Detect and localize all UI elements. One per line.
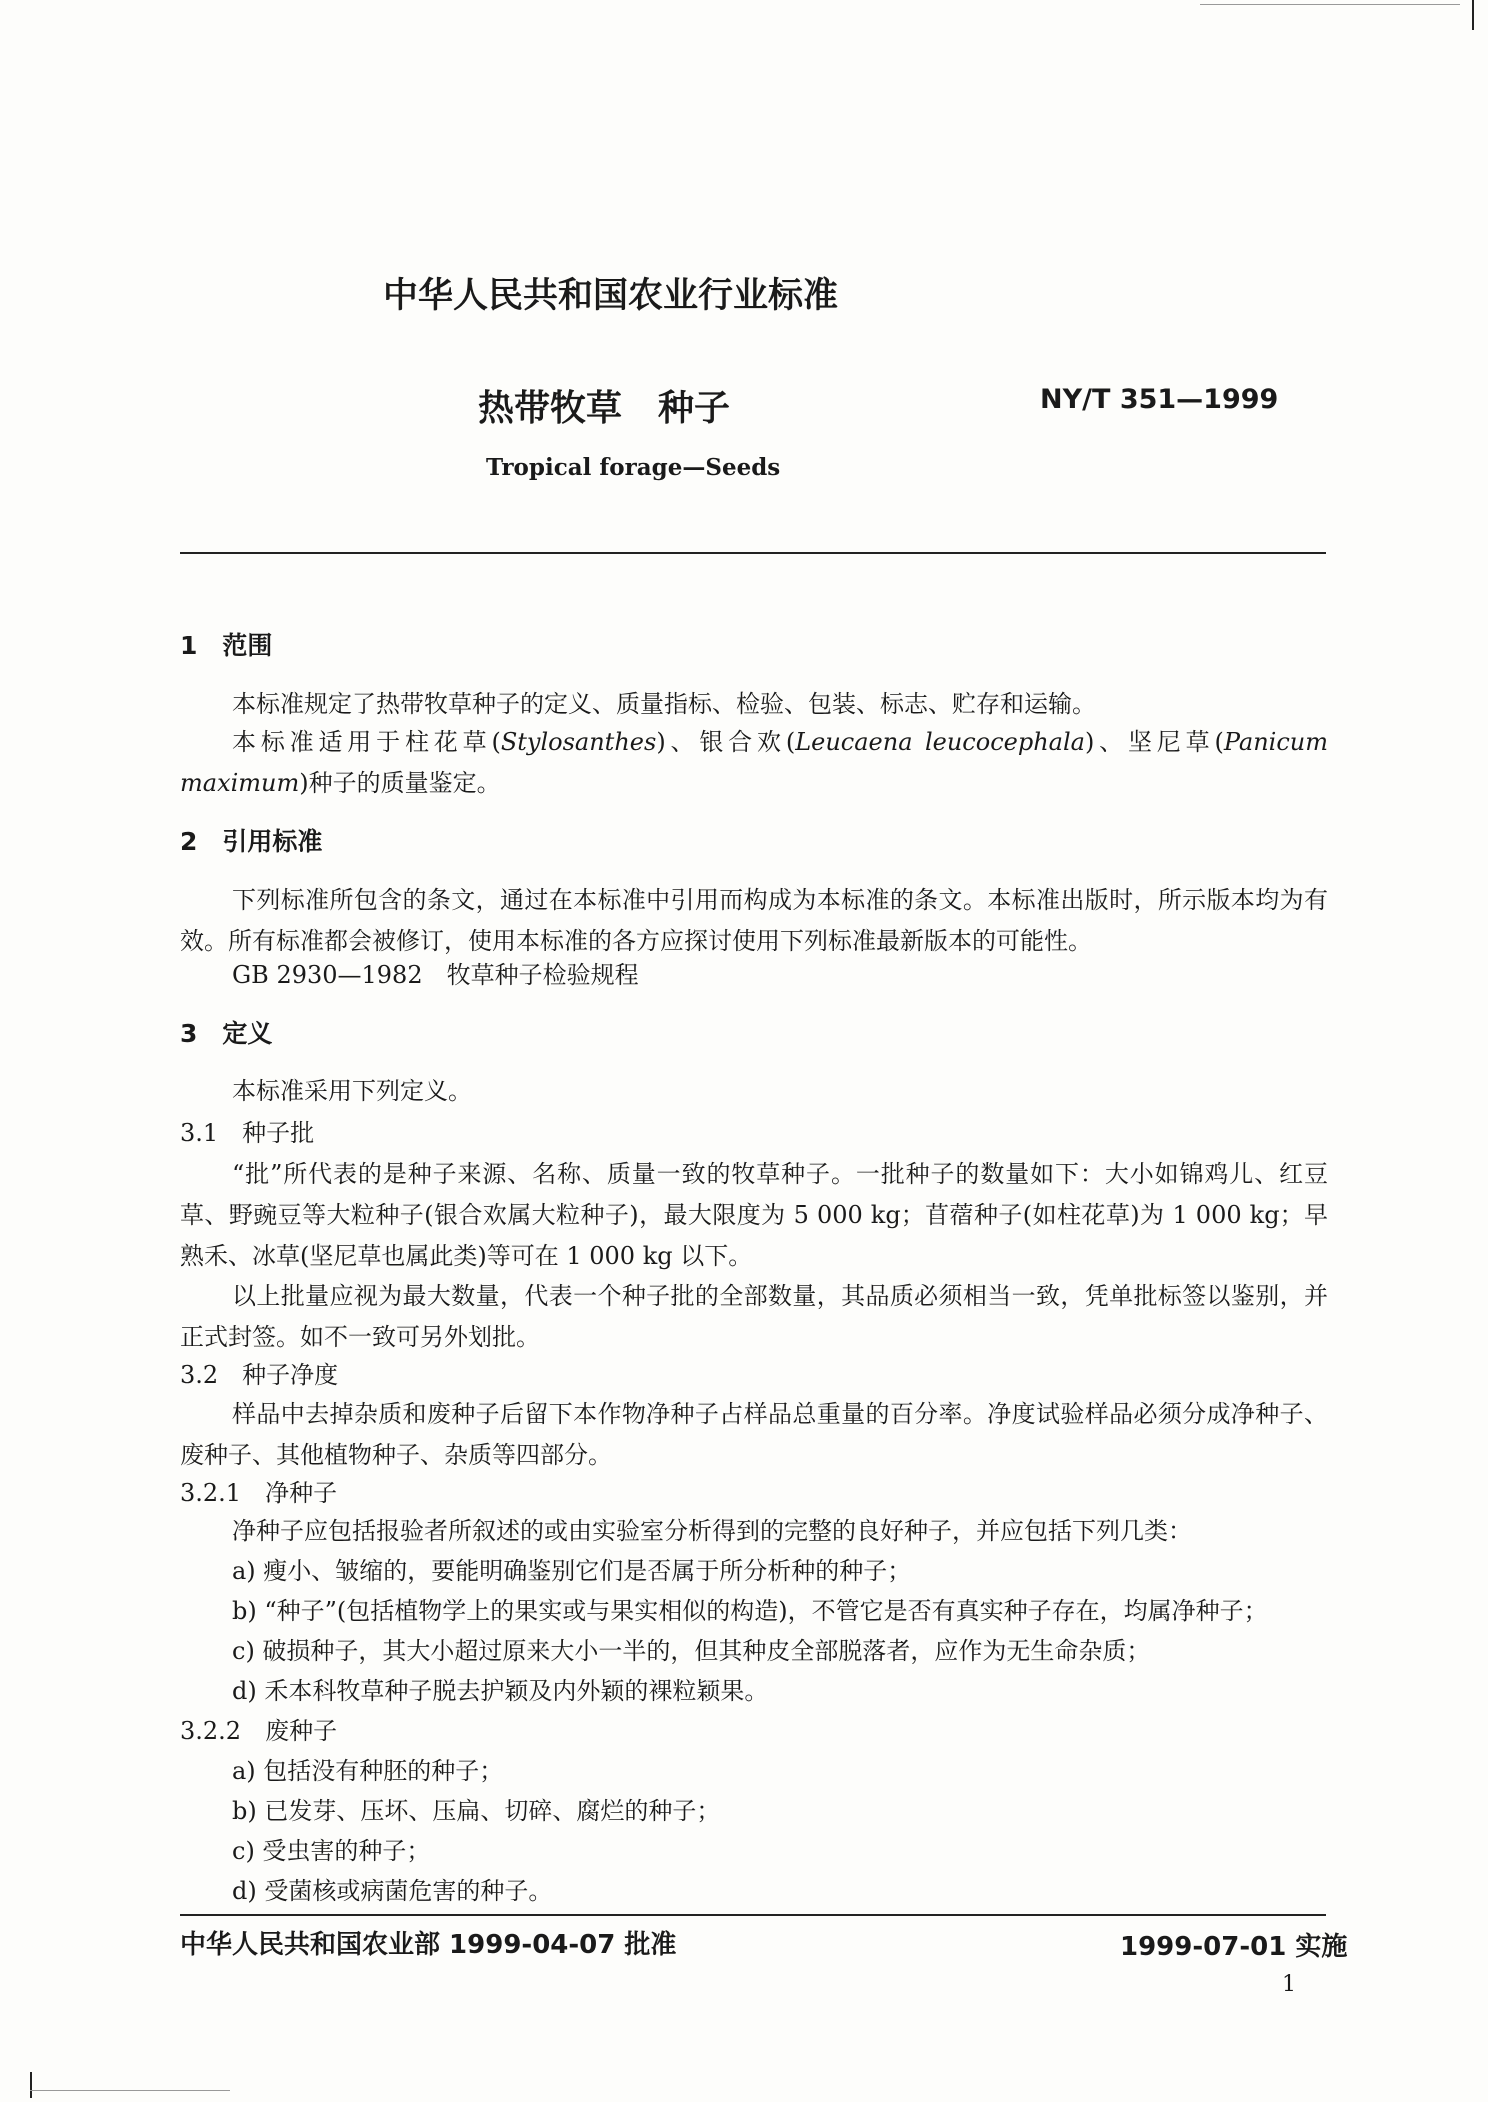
standard-code: NY/T 351—1999 bbox=[1040, 384, 1279, 415]
scan-artifact-line bbox=[1200, 4, 1460, 5]
standard-title-cn: 热带牧草 种子 bbox=[478, 388, 731, 429]
approval-line: 中华人民共和国农业部 1999-04-07 批准 bbox=[180, 1930, 677, 1960]
list-item: d) 受菌核或病菌危害的种子。 bbox=[232, 1877, 553, 1905]
section-2-heading: 2 引用标准 bbox=[180, 827, 323, 856]
scan-artifact-mark bbox=[30, 2072, 32, 2098]
section-1-para-1: 本标准规定了热带牧草种子的定义、质量指标、检验、包装、标志、贮存和运输。 bbox=[232, 690, 1096, 718]
section-3-intro: 本标准采用下列定义。 bbox=[232, 1077, 472, 1105]
section-2-para-1: 下列标准所包含的条文，通过在本标准中引用而构成为本标准的条文。本标准出版时，所示版本均为有效。所有标准都会被修订，使用本标准的各方应探讨使用下列标准最新版本的可能性。 bbox=[180, 886, 1328, 955]
section-3-1-para-1: “批”所代表的是种子来源、名称、质量一致的牧草种子。一批种子的数量如下：大小如锦鸡儿、红豆草、野豌豆等大粒种子(银合欢属大粒种子)，最大限度为 5 000 kg；苜蓿种子(如柱花草)为 1 000 kg；早熟禾、冰草(坚尼草也属此类)等可在 1 000 kg 以下。 bbox=[180, 1160, 1328, 1270]
section-3-2-para-1: 样品中去掉杂质和废种子后留下本作物净种子占样品总重量的百分率。净度试验样品必须分成净种子、废种子、其他植物种子、杂质等四部分。 bbox=[180, 1400, 1328, 1469]
list-item: a) 包括没有种胚的种子； bbox=[232, 1757, 504, 1785]
list-item: c) 破损种子，其大小超过原来大小一半的，但其种皮全部脱落者，应作为无生命杂质； bbox=[232, 1637, 1151, 1665]
section-3-1-para-2: 以上批量应视为最大数量，代表一个种子批的全部数量，其品质必须相当一致，凭单批标签以鉴别，并正式封签。如不一致可另外划批。 bbox=[180, 1282, 1328, 1351]
section-3-2-heading: 3.2 种子净度 bbox=[180, 1361, 339, 1389]
section-3-2-1-heading: 3.2.1 净种子 bbox=[180, 1479, 338, 1507]
list-item: a) 瘦小、皱缩的，要能明确鉴别它们是否属于所分析种的种子； bbox=[232, 1557, 912, 1585]
scan-artifact-mark bbox=[1472, 0, 1474, 30]
footer-rule bbox=[180, 1914, 1326, 1916]
standard-title-en: Tropical forage—Seeds bbox=[486, 454, 781, 481]
page-number: 1 bbox=[1282, 1972, 1296, 1997]
section-3-2-1-intro: 净种子应包括报验者所叙述的或由实验室分析得到的完整的良好种子，并应包括下列几类： bbox=[232, 1517, 1192, 1545]
header-rule bbox=[180, 552, 1326, 554]
issuer-title: 中华人民共和国农业行业标准 bbox=[383, 276, 839, 316]
section-2-reference: GB 2930—1982 牧草种子检验规程 bbox=[232, 961, 639, 989]
section-3-2-2-heading: 3.2.2 废种子 bbox=[180, 1717, 338, 1745]
implementation-date: 1999-07-01 实施 bbox=[1120, 1932, 1348, 1962]
section-3-heading: 3 定义 bbox=[180, 1019, 273, 1048]
list-item: b) “种子”(包括植物学上的果实或与果实相似的构造)，不管它是否有真实种子存在，均属净种子； bbox=[232, 1597, 1268, 1625]
list-item: b) 已发芽、压坏、压扁、切碎、腐烂的种子； bbox=[232, 1797, 721, 1825]
list-item: d) 禾本科牧草种子脱去护颖及内外颖的裸粒颖果。 bbox=[232, 1677, 769, 1705]
section-1-heading: 1 范围 bbox=[180, 631, 273, 660]
section-3-1-heading: 3.1 种子批 bbox=[180, 1119, 315, 1147]
list-item: c) 受虫害的种子； bbox=[232, 1837, 431, 1865]
scan-artifact-line bbox=[30, 2090, 230, 2091]
section-1-para-2: 本标准适用于柱花草(Stylosanthes)、银合欢(Leucaena leucocephala)、坚尼草(Panicum maximum)种子的质量鉴定。 bbox=[180, 728, 1328, 797]
